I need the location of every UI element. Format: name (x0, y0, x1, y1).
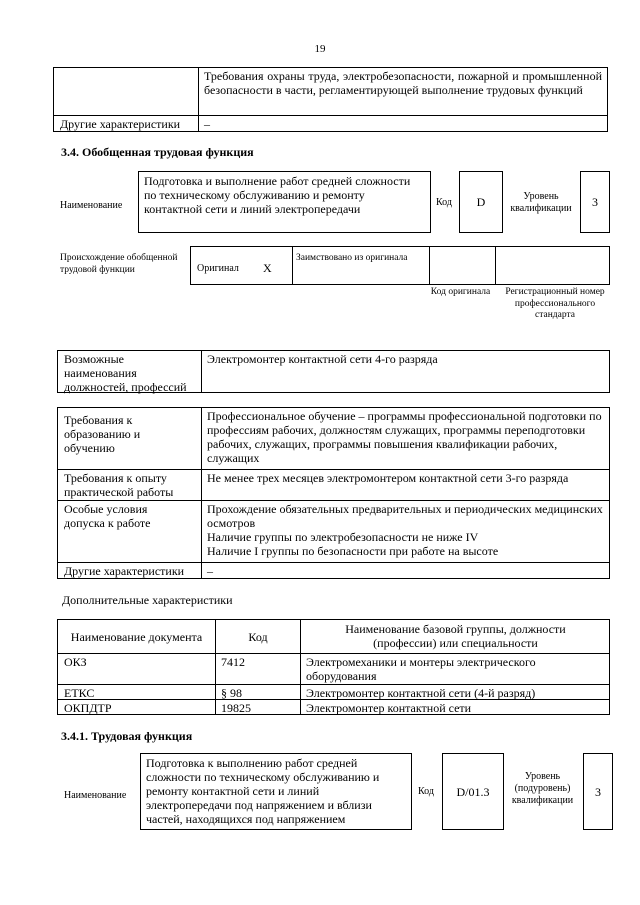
tf-level-label: Уровень (подуровень) квалификации (511, 771, 574, 806)
original-label: Оригинал (197, 263, 239, 274)
borrowed-label: Заимствовано из оригинала (296, 253, 408, 263)
row-doc: ОКПДТР (64, 701, 112, 715)
row-code: 19825 (221, 701, 251, 715)
top-other-value: – (204, 117, 210, 131)
gtf-level-label: Уровень квалификации (510, 191, 572, 214)
positions-table (57, 350, 610, 393)
conditions-row (57, 500, 610, 563)
row-name: Электромонтер контактной сети (4-й разряд) (306, 686, 536, 700)
gtf-level-value: 3 (580, 171, 610, 233)
tf-code-label: Код (418, 786, 434, 797)
conditions-value (203, 501, 609, 559)
gtf-code-label: Код (436, 197, 452, 208)
table-row (57, 699, 610, 715)
experience-label: Требования к опыту практической работы (64, 471, 174, 499)
code-original-label: Код оригинала (430, 287, 491, 297)
top-table-requirements-text: Требования охраны труда, электробезопасности, пожарной и промышленной безопасности в части, регламентирующей выполнение трудовых функций (204, 69, 602, 97)
additional-header-row (57, 619, 610, 654)
tf-level-value: 3 (583, 753, 613, 830)
table-row (57, 684, 610, 700)
positions-label: Возможные наименования должностей, профессий (64, 352, 187, 394)
tf-name-value: Подготовка к выполнению работ средней сложности по техническому обслуживанию и ремонту контактной сети и линий электропередачи под напряжением и вблизи частей, находящихся под напряжением (140, 753, 412, 830)
conditions-label: Особые условия допуска к работе (64, 502, 151, 530)
row-name: Электромеханики и монтеры электрического оборудования (306, 655, 536, 683)
education-label: Требования к образованию и обучению (64, 413, 141, 455)
gtf-name-label: Наименование (60, 200, 123, 211)
gtf-code-value: D (459, 171, 503, 233)
tf-code-value: D/01.3 (442, 753, 504, 830)
top-other-label: Другие характеристики (60, 117, 181, 131)
experience-value: Не менее трех месяцев электромонтером контактной сети 3-го разряда (207, 471, 569, 485)
req-other-value: – (207, 564, 213, 578)
req-other-row (57, 562, 610, 579)
origin-label: Происхождение обобщенной трудовой функции (60, 253, 178, 275)
top-table-row-requirements (53, 67, 608, 116)
top-table-row-other (53, 115, 608, 132)
conditions-line: Прохождение обязательных предварительных и периодических медицинских осмотров (207, 502, 603, 530)
gtf-name-value: Подготовка и выполнение работ средней сложности по техническому обслуживанию и ремонту контактной сети и линий электропередачи (138, 171, 431, 233)
conditions-line: Наличие группы по электробезопасности не ниже IV (207, 530, 479, 544)
reg-number-label: Регистрационный номер профессионального стандарта (505, 287, 605, 320)
table-row (57, 653, 610, 685)
row-doc: ЕТКС (64, 686, 95, 700)
req-other-label: Другие характеристики (64, 564, 185, 578)
section-3-4-1-heading: 3.4.1. Трудовая функция (61, 729, 193, 743)
row-code: 7412 (221, 655, 245, 669)
education-row (57, 407, 610, 470)
education-value: Профессиональное обучение – программы профессиональной подготовки по профессиям рабочих, должностям служащих, программы переподготовки рабочих, служащих, программы повышения квалификации рабочих, служащих (207, 409, 602, 465)
row-name: Электромонтер контактной сети (306, 701, 472, 715)
section-3-4-heading: 3.4. Обобщенная трудовая функция (61, 145, 254, 159)
col-header-doc: Наименование документа (70, 630, 203, 644)
page-number: 19 (314, 43, 326, 55)
col-header-code: Код (248, 630, 268, 644)
tf-name-label: Наименование (64, 790, 127, 801)
row-doc: ОКЗ (64, 655, 87, 669)
experience-row (57, 469, 610, 501)
additional-heading: Дополнительные характеристики (62, 593, 233, 607)
row-code: § 98 (221, 686, 242, 700)
original-mark: X (263, 261, 272, 275)
col-header-name: Наименование базовой группы, должности (профессии) или специальности (345, 622, 566, 650)
origin-table (190, 246, 610, 285)
conditions-line: Наличие I группы по безопасности при работе на высоте (207, 544, 499, 558)
positions-value: Электромонтер контактной сети 4-го разряда (207, 352, 438, 366)
